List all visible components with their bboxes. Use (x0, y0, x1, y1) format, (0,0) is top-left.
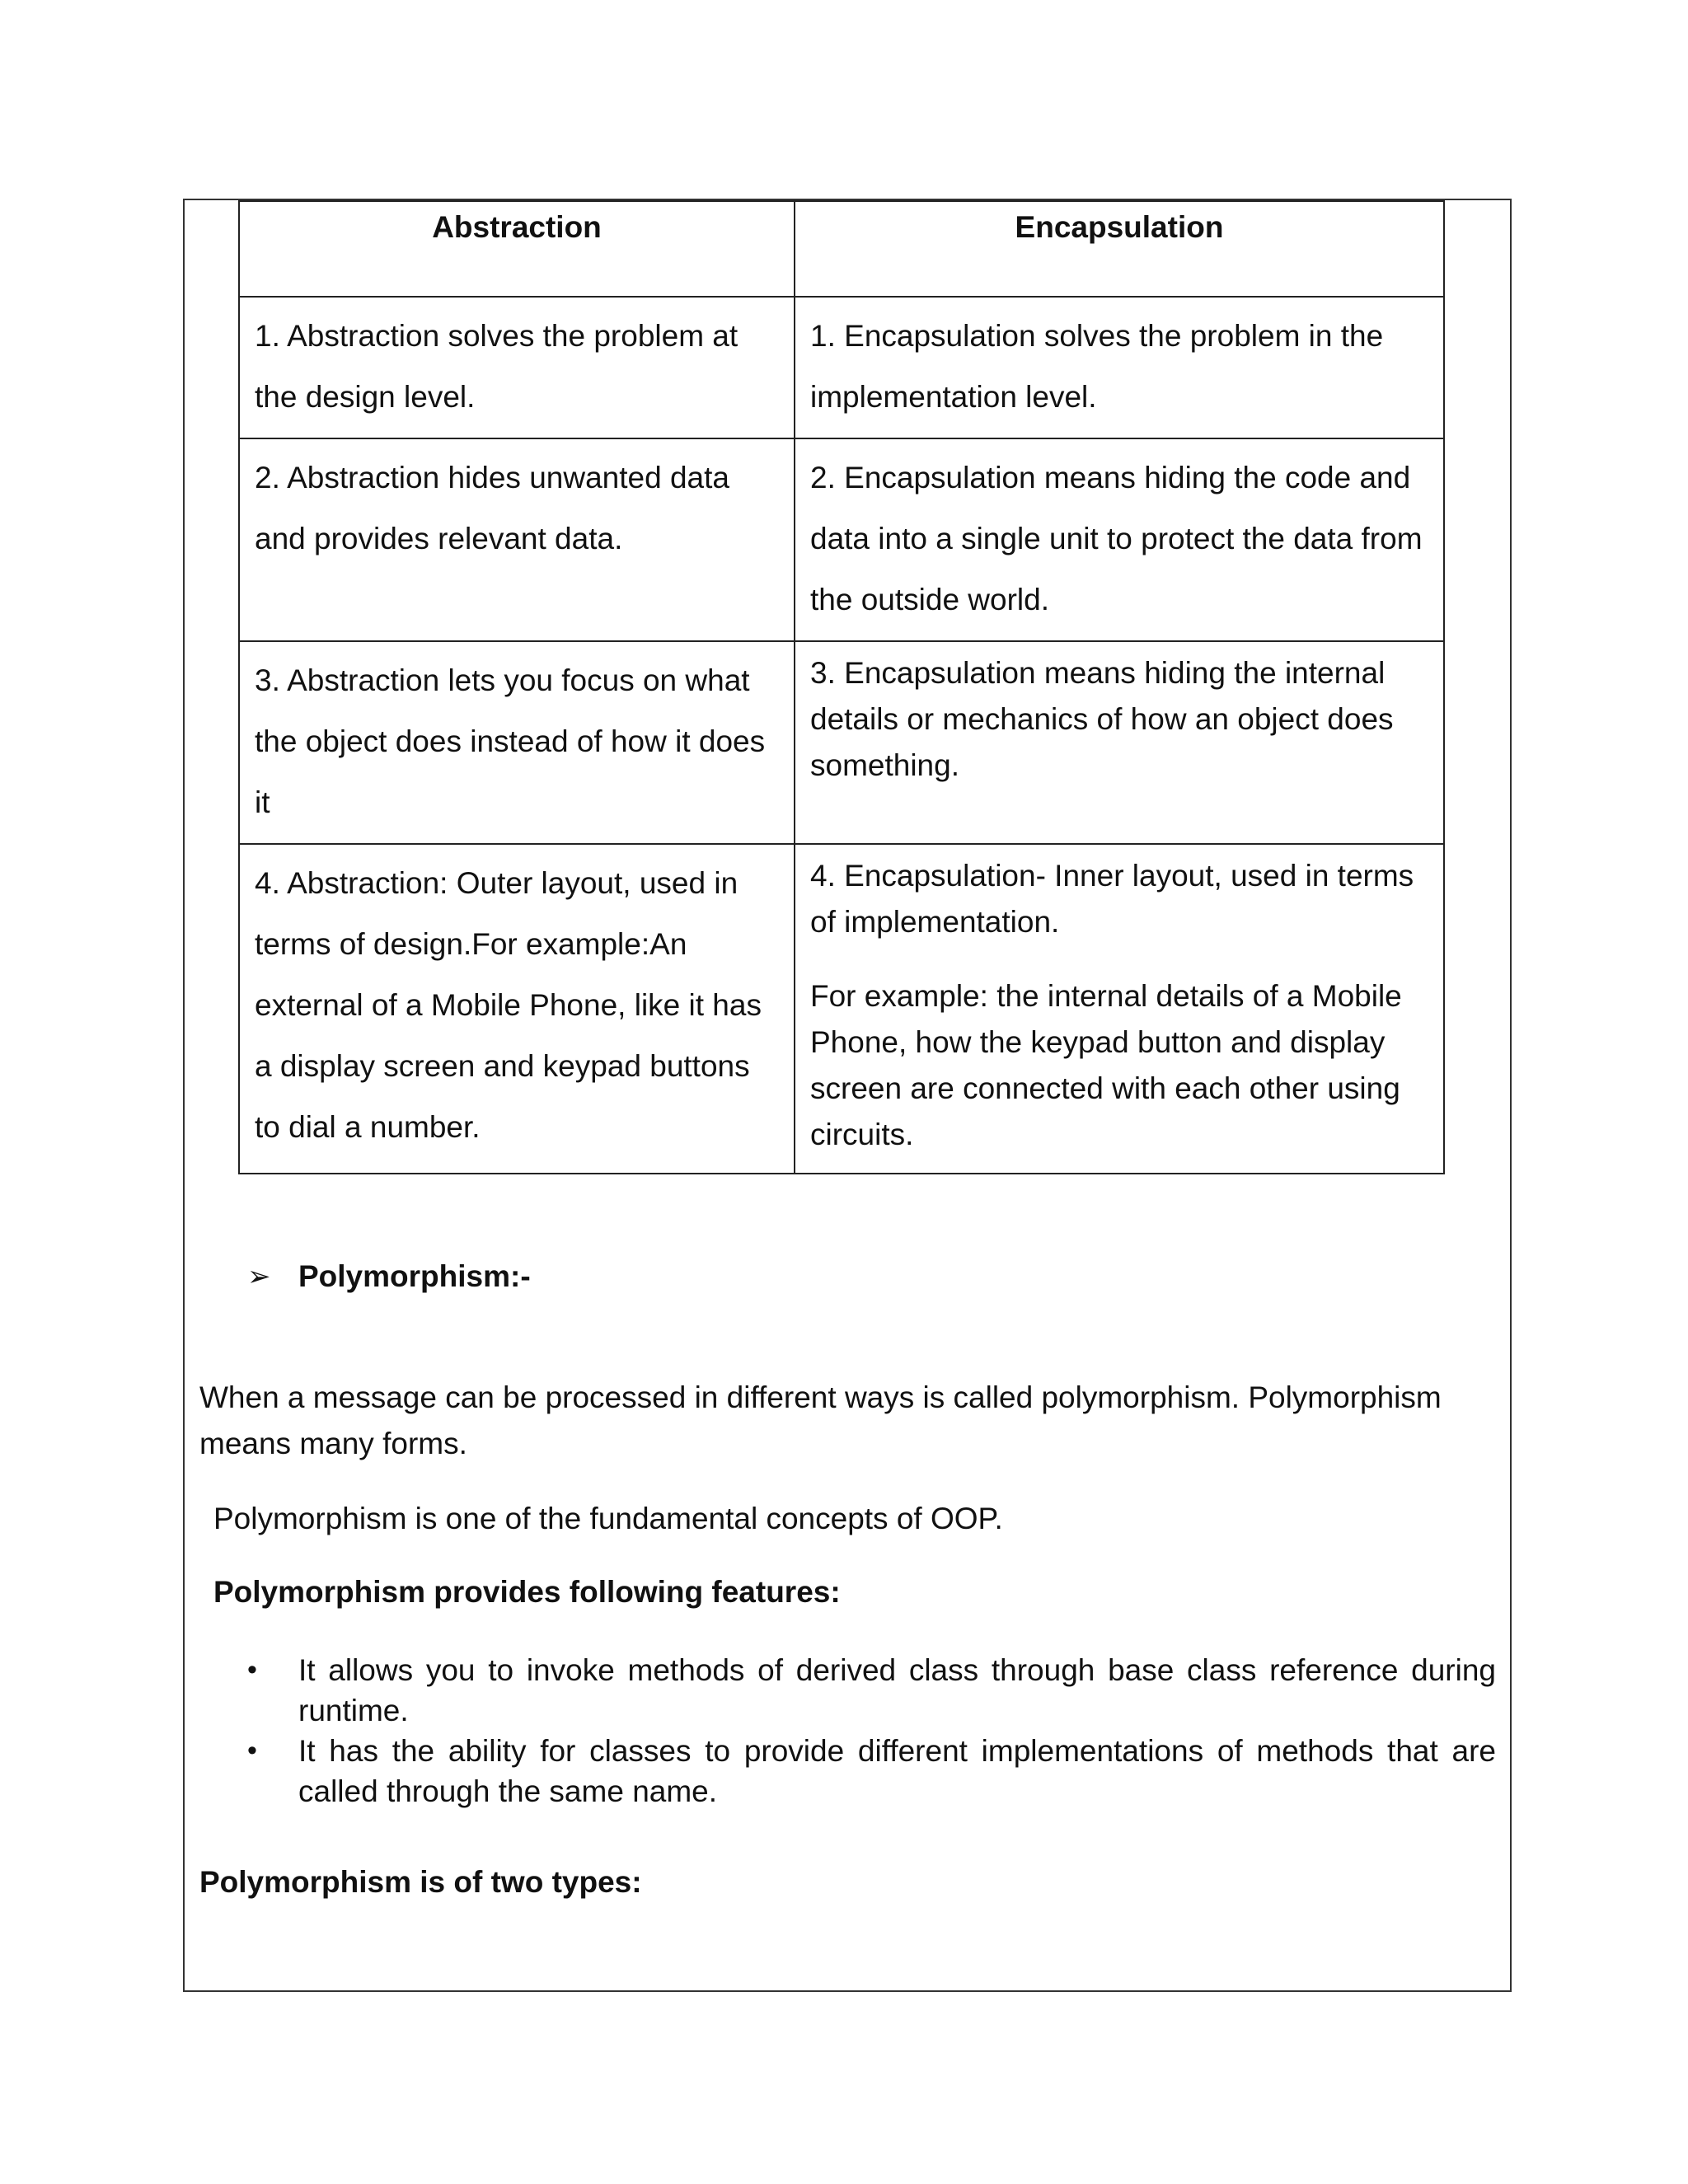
encapsulation-example: For example: the internal details of a Mobile Phone, how the keypad button and display screen are connected with each other using circuits. (810, 979, 1402, 1151)
bullet-dot-icon: • (247, 1654, 257, 1685)
encapsulation-text: 4. Encapsulation- Inner layout, used in terms of implementation. (810, 859, 1414, 939)
encapsulation-cell: 3. Encapsulation means hiding the internal details or mechanics of how an object does something. (795, 641, 1444, 844)
arrow-bullet-icon: ➢ (247, 1261, 271, 1292)
table-header-row (239, 201, 1444, 297)
list-item-text: It allows you to invoke methods of derived class through base class reference during runtime. (298, 1653, 1496, 1727)
statement-paragraph: Polymorphism is one of the fundamental concepts of OOP. (213, 1502, 1003, 1535)
table-row (239, 844, 1444, 1174)
features-list (247, 1650, 1496, 1811)
intro-paragraph: When a message can be processed in different ways is called polymorphism. Polymorphism means many forms. (199, 1380, 1442, 1460)
header-abstraction: Abstraction (239, 201, 795, 297)
table-row (239, 438, 1444, 641)
encapsulation-cell: 2. Encapsulation means hiding the code and data into a single unit to protect the data from the outside world. (795, 438, 1444, 641)
abstraction-cell: 1. Abstraction solves the problem at the design level. (239, 297, 795, 438)
list-item-text: It has the ability for classes to provide different implementations of methods that are called through the same name. (298, 1734, 1496, 1808)
list-item (247, 1650, 1496, 1731)
section-heading-text: Polymorphism:- (298, 1259, 531, 1293)
encapsulation-cell: 1. Encapsulation solves the problem in the implementation level. (795, 297, 1444, 438)
abstraction-cell: 3. Abstraction lets you focus on what the object does instead of how it does it (239, 641, 795, 844)
comparison-table (238, 200, 1445, 1174)
header-encapsulation: Encapsulation (795, 201, 1444, 297)
section-heading (247, 1259, 531, 1294)
table-row (239, 297, 1444, 438)
list-item (247, 1731, 1496, 1811)
bullet-dot-icon: • (247, 1735, 257, 1766)
encapsulation-cell (795, 844, 1444, 1174)
table-row (239, 641, 1444, 844)
features-heading: Polymorphism provides following features: (213, 1575, 841, 1609)
abstraction-cell: 2. Abstraction hides unwanted data and provides relevant data. (239, 438, 795, 641)
abstraction-cell: 4. Abstraction: Outer layout, used in terms of design.For example:An external of a Mobile Phone, like it has a display screen and keypad buttons to dial a number. (239, 844, 795, 1174)
types-heading: Polymorphism is of two types: (199, 1865, 642, 1899)
